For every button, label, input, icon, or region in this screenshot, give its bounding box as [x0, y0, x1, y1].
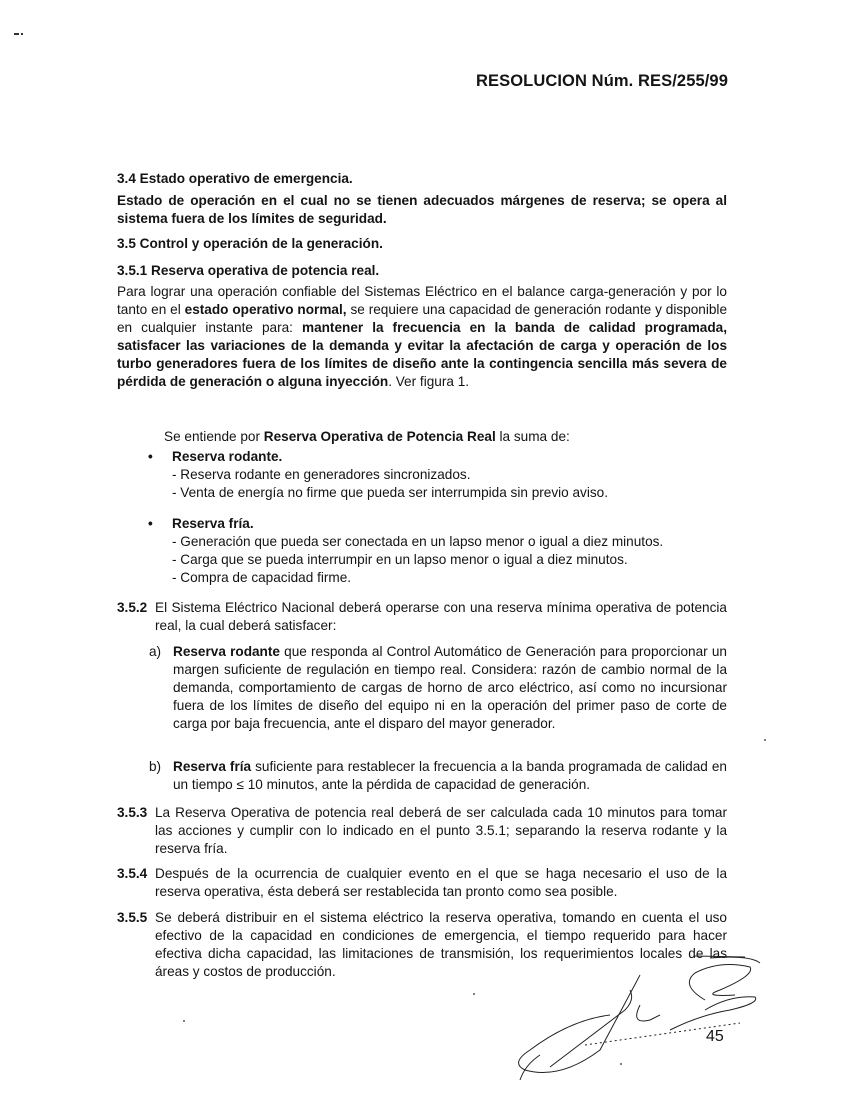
scan-dot — [183, 1020, 185, 1022]
scan-dot — [473, 993, 475, 995]
bullet-label: Reserva rodante. — [172, 449, 283, 464]
intro-bold-text: Reserva Operativa de Potencia Real — [263, 429, 496, 444]
section-3-4-title: 3.4 Estado operativo de emergencia. — [117, 171, 353, 186]
section-3-4-body: Estado de operación en el cual no se tienen adecuados márgenes de reserva; se opera al sistema fuera de los límites de seguridad. — [117, 193, 727, 226]
bullet-reserva-rodante — [148, 448, 728, 502]
section-3-5-2 — [117, 599, 727, 635]
paragraph-bold-text: mantener la frecuencia en la banda de calidad programada, satisfacer las variaciones de la demanda y evitar la afectación de carga y operación de los turbo generadores fuera de los límites de diseño ante la contingencia sencilla más severa de pérdida de generación o alguna inyección — [117, 320, 727, 389]
item-bold-text: Reserva fría — [173, 759, 252, 774]
bullet-reserva-fria — [148, 515, 728, 587]
section-3-5-1-paragraph — [117, 283, 727, 391]
bullet-icon: • — [148, 449, 153, 464]
scan-artifact-mark — [14, 33, 26, 36]
bullet-subitem: - Venta de energía no firme que pueda ser interrumpida sin previo aviso. — [172, 485, 609, 500]
section-3-5-title: 3.5 Control y operación de la generación. — [117, 236, 383, 251]
section-3-5-3 — [117, 804, 727, 858]
section-body: El Sistema Eléctrico Nacional deberá operarse con una reserva mínima operativa de potencia real, la cual deberá satisfacer: — [155, 600, 727, 633]
section-number: 3.5.2 — [117, 600, 148, 615]
intro-text: Se entiende por — [164, 429, 264, 444]
section-body: Después de la ocurrencia de cualquier evento en el que se haga necesario el uso de la reserva operativa, ésta deberá ser restablecida tan pronto como sea posible. — [155, 866, 727, 899]
item-b-reserva-fria — [149, 758, 727, 794]
paragraph-text: Para lograr una operación confiable del Sistemas Eléctrico en el balance carga-generación y por lo tanto en el — [117, 284, 727, 317]
bullet-subitem: - Carga que se pueda interrumpir en un lapso menor o igual a diez minutos. — [172, 552, 628, 567]
bullet-icon: • — [148, 516, 153, 531]
section-3-5-1-title: 3.5.1 Reserva operativa de potencia real. — [117, 263, 380, 278]
item-text: que responda al Control Automático de Generación para proporcionar un margen suficiente de regulación en tiempo real. Considera: razón de cambio normal de la demanda, comportamiento de cargas de horno de arco eléctrico, así como no incursionar fuera de los límites de diseño del equipo ni en la operación del primer paso de corte de carga por baja frecuencia, ante el disparo del mayor generador. — [173, 644, 727, 731]
paragraph-text: . Ver figura 1. — [388, 374, 470, 389]
section-3-5-4 — [117, 865, 727, 901]
item-a-reserva-rodante — [149, 643, 727, 733]
bullet-subitem: - Reserva rodante en generadores sincronizados. — [172, 467, 471, 482]
item-bold-text: Reserva rodante — [173, 644, 280, 659]
item-letter: b) — [149, 759, 162, 774]
item-text: suficiente para restablecer la frecuencia a la banda programada de calidad en un tiempo ≤ 10 minutos, ante la pérdida de capacidad de generación. — [173, 759, 727, 792]
section-number: 3.5.4 — [117, 866, 148, 881]
item-body — [173, 643, 727, 733]
bullet-label: Reserva fría. — [172, 516, 254, 531]
paragraph-text: se requiere una capacidad de generación rodante y disponible en cualquier instante para: — [117, 302, 728, 335]
section-body: Se deberá distribuir en el sistema eléctrico la reserva operativa, tomando en cuenta el uso efectivo de la capacidad en condiciones de emergencia, el tiempo requerido para hacer efectiva dicha capacidad, las limitaciones de transmisión, los requerimientos locales de las áreas y costos de producción. — [155, 910, 727, 979]
section-number: 3.5.5 — [117, 910, 148, 925]
bullet-subitem: - Compra de capacidad firme. — [172, 570, 352, 585]
reserve-definition-intro — [164, 428, 734, 446]
page-number: 45 — [706, 1028, 724, 1045]
handwritten-signature — [500, 955, 770, 1085]
intro-text: la suma de: — [495, 429, 570, 444]
scan-dot — [764, 739, 766, 741]
resolution-header: RESOLUCION Núm. RES/255/99 — [475, 72, 728, 90]
section-number: 3.5.3 — [117, 805, 148, 820]
section-body: La Reserva Operativa de potencia real deberá de ser calculada cada 10 minutos para tomar las acciones y cumplir con lo indicado en el punto 3.5.1; separando la reserva rodante y la reserva fría. — [155, 805, 727, 856]
paragraph-bold-text: estado operativo normal, — [184, 302, 347, 317]
scan-dot — [620, 1063, 622, 1065]
item-letter: a) — [149, 644, 162, 659]
item-body — [173, 758, 727, 794]
bullet-subitem: - Generación que pueda ser conectada en un lapso menor o igual a diez minutos. — [172, 534, 664, 549]
